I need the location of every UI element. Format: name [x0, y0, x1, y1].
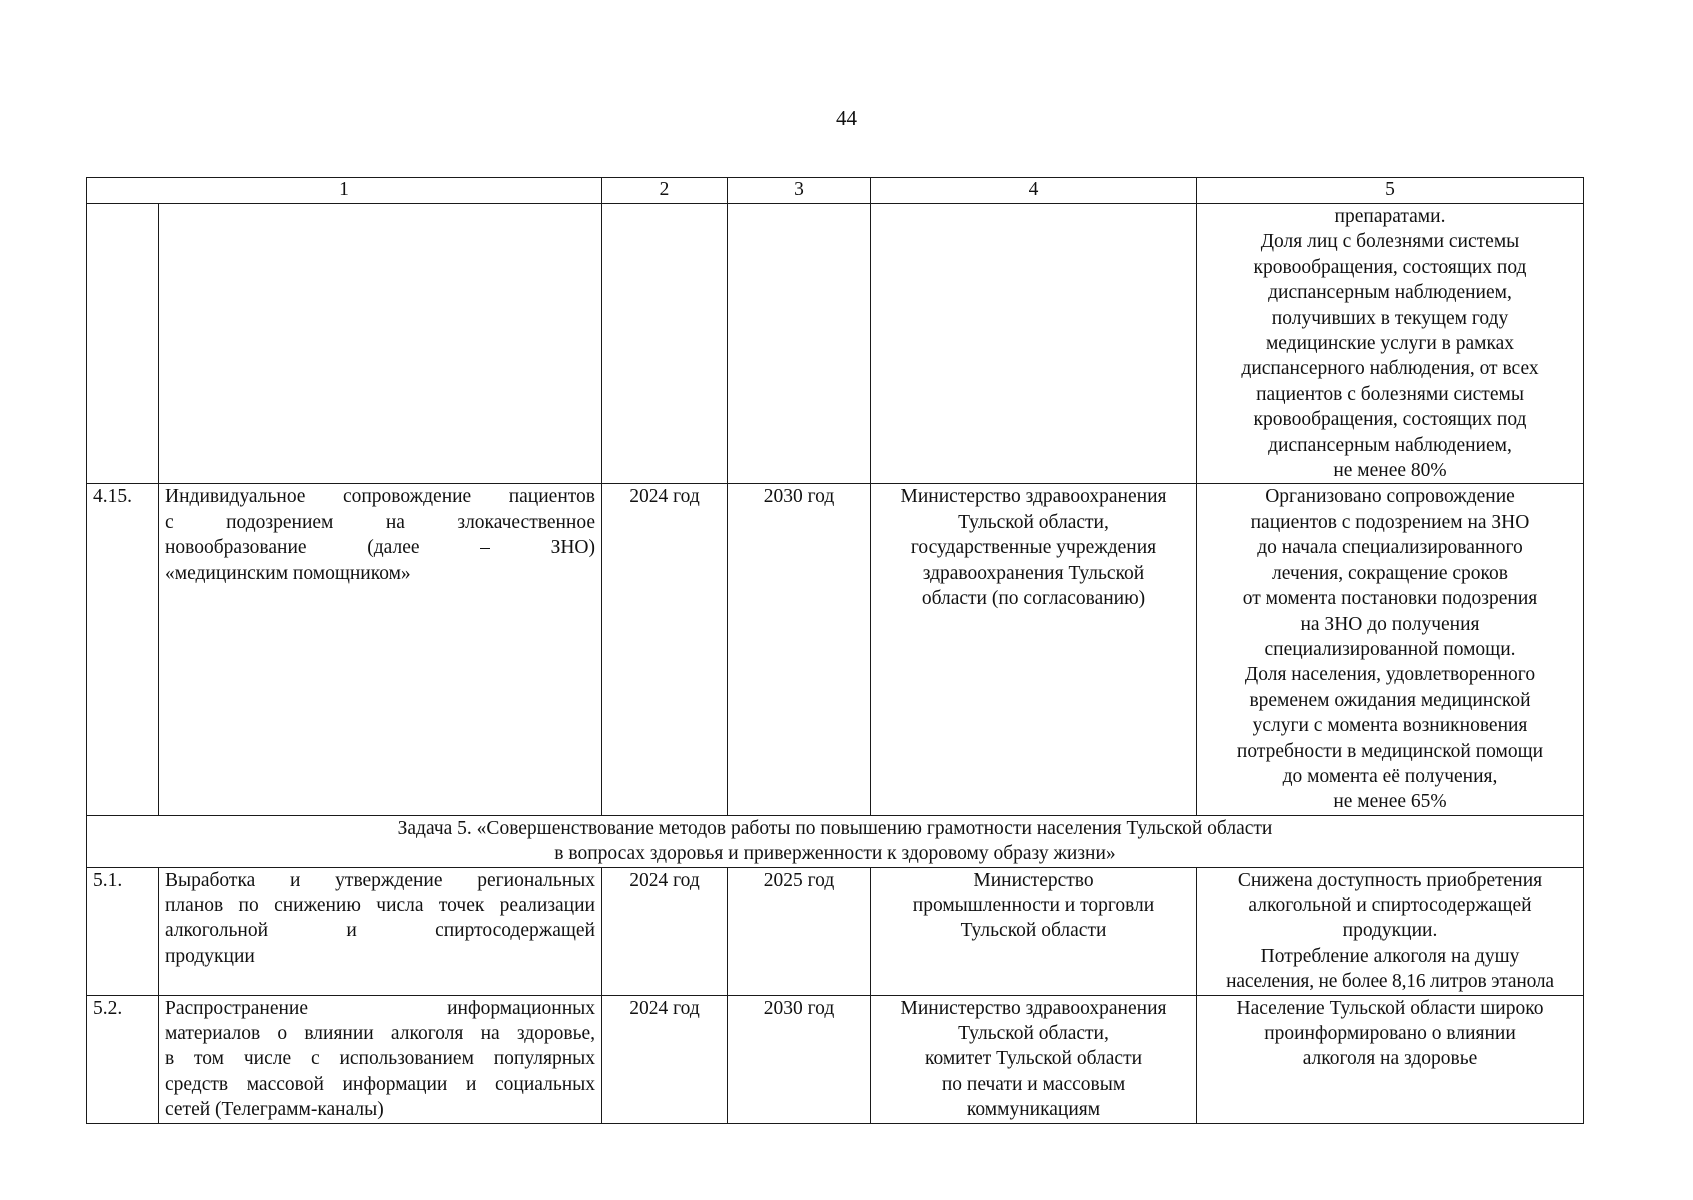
- result-line: диспансерным наблюдением,: [1268, 434, 1512, 456]
- result-line: до начала специализированного: [1257, 537, 1523, 559]
- executor-line: Министерство здравоохранения: [900, 486, 1167, 508]
- result-line: временем ожидания медицинской: [1249, 689, 1531, 711]
- name-line: материалов о влиянии алкоголя на здоровье,: [165, 1023, 595, 1044]
- result-line: диспансерного наблюдения, от всех: [1241, 358, 1539, 380]
- result-line: Доля населения, удовлетворенного: [1244, 664, 1536, 686]
- result-line: от момента постановки подозрения: [1242, 588, 1538, 610]
- end-year: 2025 год: [728, 867, 871, 995]
- result-line: специализированной помощи.: [1264, 638, 1516, 660]
- measure-name: [159, 484, 602, 815]
- executor: [871, 995, 1197, 1123]
- task-line: в вопросах здоровья и приверженности к здоровому образу жизни»: [554, 843, 1116, 865]
- result-line: Население Тульской области широко: [1236, 997, 1544, 1019]
- result-line: населения, не более 8,16 литров этанола: [1226, 971, 1554, 993]
- executor: [871, 867, 1197, 995]
- row-number: 4.15.: [87, 484, 159, 815]
- executor-line: Тульской области: [960, 920, 1107, 942]
- executor-line: Тульской области,: [958, 1023, 1109, 1044]
- table-header-row: [87, 178, 1584, 204]
- executor-line: Тульской области,: [958, 511, 1109, 533]
- executor-line: области (по согласованию): [921, 588, 1146, 610]
- result-line: медицинские услуги в рамках: [1265, 333, 1515, 355]
- table-row: [87, 484, 1584, 815]
- result-line: лечения, сокращение сроков: [1272, 562, 1508, 584]
- name-line: алкогольной и спиртосодержащей: [165, 920, 595, 942]
- name-line: «медицинским помощником»: [165, 562, 411, 584]
- result-line: препаратами.: [1334, 206, 1446, 227]
- row-number: [87, 204, 159, 484]
- result-line: продукции.: [1342, 920, 1438, 942]
- result-line: Организовано сопровождение: [1265, 486, 1515, 508]
- result-line: услуги с момента возникновения: [1252, 715, 1528, 737]
- name-line: сетей (Телеграмм-каналы): [165, 1099, 384, 1121]
- task-heading: [87, 815, 1584, 867]
- executor-line: здравоохранения Тульской: [922, 562, 1145, 584]
- table-row: [87, 204, 1584, 484]
- result-line: пациентов с подозрением на ЗНО: [1250, 511, 1530, 533]
- result-line: не менее 65%: [1333, 791, 1447, 813]
- expected-result: [1197, 484, 1584, 815]
- header-col-3: 3: [728, 178, 871, 204]
- row-number: 5.1.: [87, 867, 159, 995]
- task-row: [87, 815, 1584, 867]
- executor-line: промышленности и торговли: [912, 894, 1155, 916]
- measure-name: [159, 995, 602, 1123]
- result-line: потребности в медицинской помощи: [1236, 740, 1544, 762]
- result-line: не менее 80%: [1333, 460, 1447, 482]
- start-year: 2024 год: [602, 867, 728, 995]
- name-line: новообразование (далее – ЗНО): [165, 537, 595, 559]
- result-line: Доля лиц с болезнями системы: [1260, 231, 1520, 253]
- name-line: Распространение информационных: [165, 997, 595, 1019]
- executor-line: Министерство: [973, 869, 1094, 891]
- result-line: на ЗНО до получения: [1300, 613, 1480, 635]
- start-year: 2024 год: [602, 995, 728, 1123]
- table-row: [87, 995, 1584, 1123]
- name-line: Индивидуальное сопровождение пациентов: [165, 486, 595, 508]
- start-year: 2024 год: [602, 484, 728, 815]
- executor-line: Министерство здравоохранения: [900, 997, 1167, 1019]
- page-number: 44: [836, 106, 857, 130]
- plan-table: [86, 177, 1584, 1124]
- name-line: с подозрением на злокачественное: [165, 511, 595, 533]
- row-number: 5.2.: [87, 995, 159, 1123]
- executor-line: государственные учреждения: [910, 537, 1157, 559]
- result-line: Снижена доступность приобретения: [1237, 869, 1543, 891]
- result-line: алкоголя на здоровье: [1302, 1048, 1478, 1070]
- result-line: диспансерным наблюдением,: [1268, 282, 1512, 304]
- result-line: пациентов с болезнями системы: [1256, 383, 1524, 405]
- header-col-4: 4: [871, 178, 1197, 204]
- expected-result: [1197, 204, 1584, 484]
- expected-result: [1197, 867, 1584, 995]
- executor-line: коммуникациям: [966, 1099, 1101, 1121]
- name-line: Выработка и утверждение региональных: [165, 869, 595, 891]
- end-year: [728, 204, 871, 484]
- table-row: [87, 867, 1584, 995]
- result-line: получивших в текущем году: [1271, 307, 1509, 329]
- executor: [871, 484, 1197, 815]
- measure-name: [159, 867, 602, 995]
- executor-line: по печати и массовым: [941, 1073, 1126, 1095]
- executor: [871, 204, 1197, 484]
- end-year: 2030 год: [728, 484, 871, 815]
- measure-name: [159, 204, 602, 484]
- task-line: Задача 5. «Совершенствование методов работы по повышению грамотности населения Тульской области: [397, 817, 1273, 839]
- result-line: Потребление алкоголя на душу: [1260, 945, 1520, 967]
- name-line: в том числе с использованием популярных: [165, 1048, 595, 1070]
- name-line: средств массовой информации и социальных: [165, 1073, 595, 1095]
- result-line: кровообращения, состоящих под: [1253, 409, 1527, 431]
- name-line: планов по снижению числа точек реализации: [165, 894, 595, 916]
- executor-line: комитет Тульской области: [924, 1048, 1143, 1070]
- result-line: кровообращения, состоящих под: [1253, 256, 1527, 278]
- result-line: проинформировано о влиянии: [1264, 1023, 1516, 1044]
- header-col-1: 1: [87, 178, 602, 204]
- name-line: продукции: [165, 945, 255, 967]
- header-col-2: 2: [602, 178, 728, 204]
- result-line: до момента её получения,: [1282, 765, 1498, 787]
- header-col-5: 5: [1197, 178, 1584, 204]
- expected-result: [1197, 995, 1584, 1123]
- end-year: 2030 год: [728, 995, 871, 1123]
- start-year: [602, 204, 728, 484]
- result-line: алкогольной и спиртосодержащей: [1248, 894, 1532, 916]
